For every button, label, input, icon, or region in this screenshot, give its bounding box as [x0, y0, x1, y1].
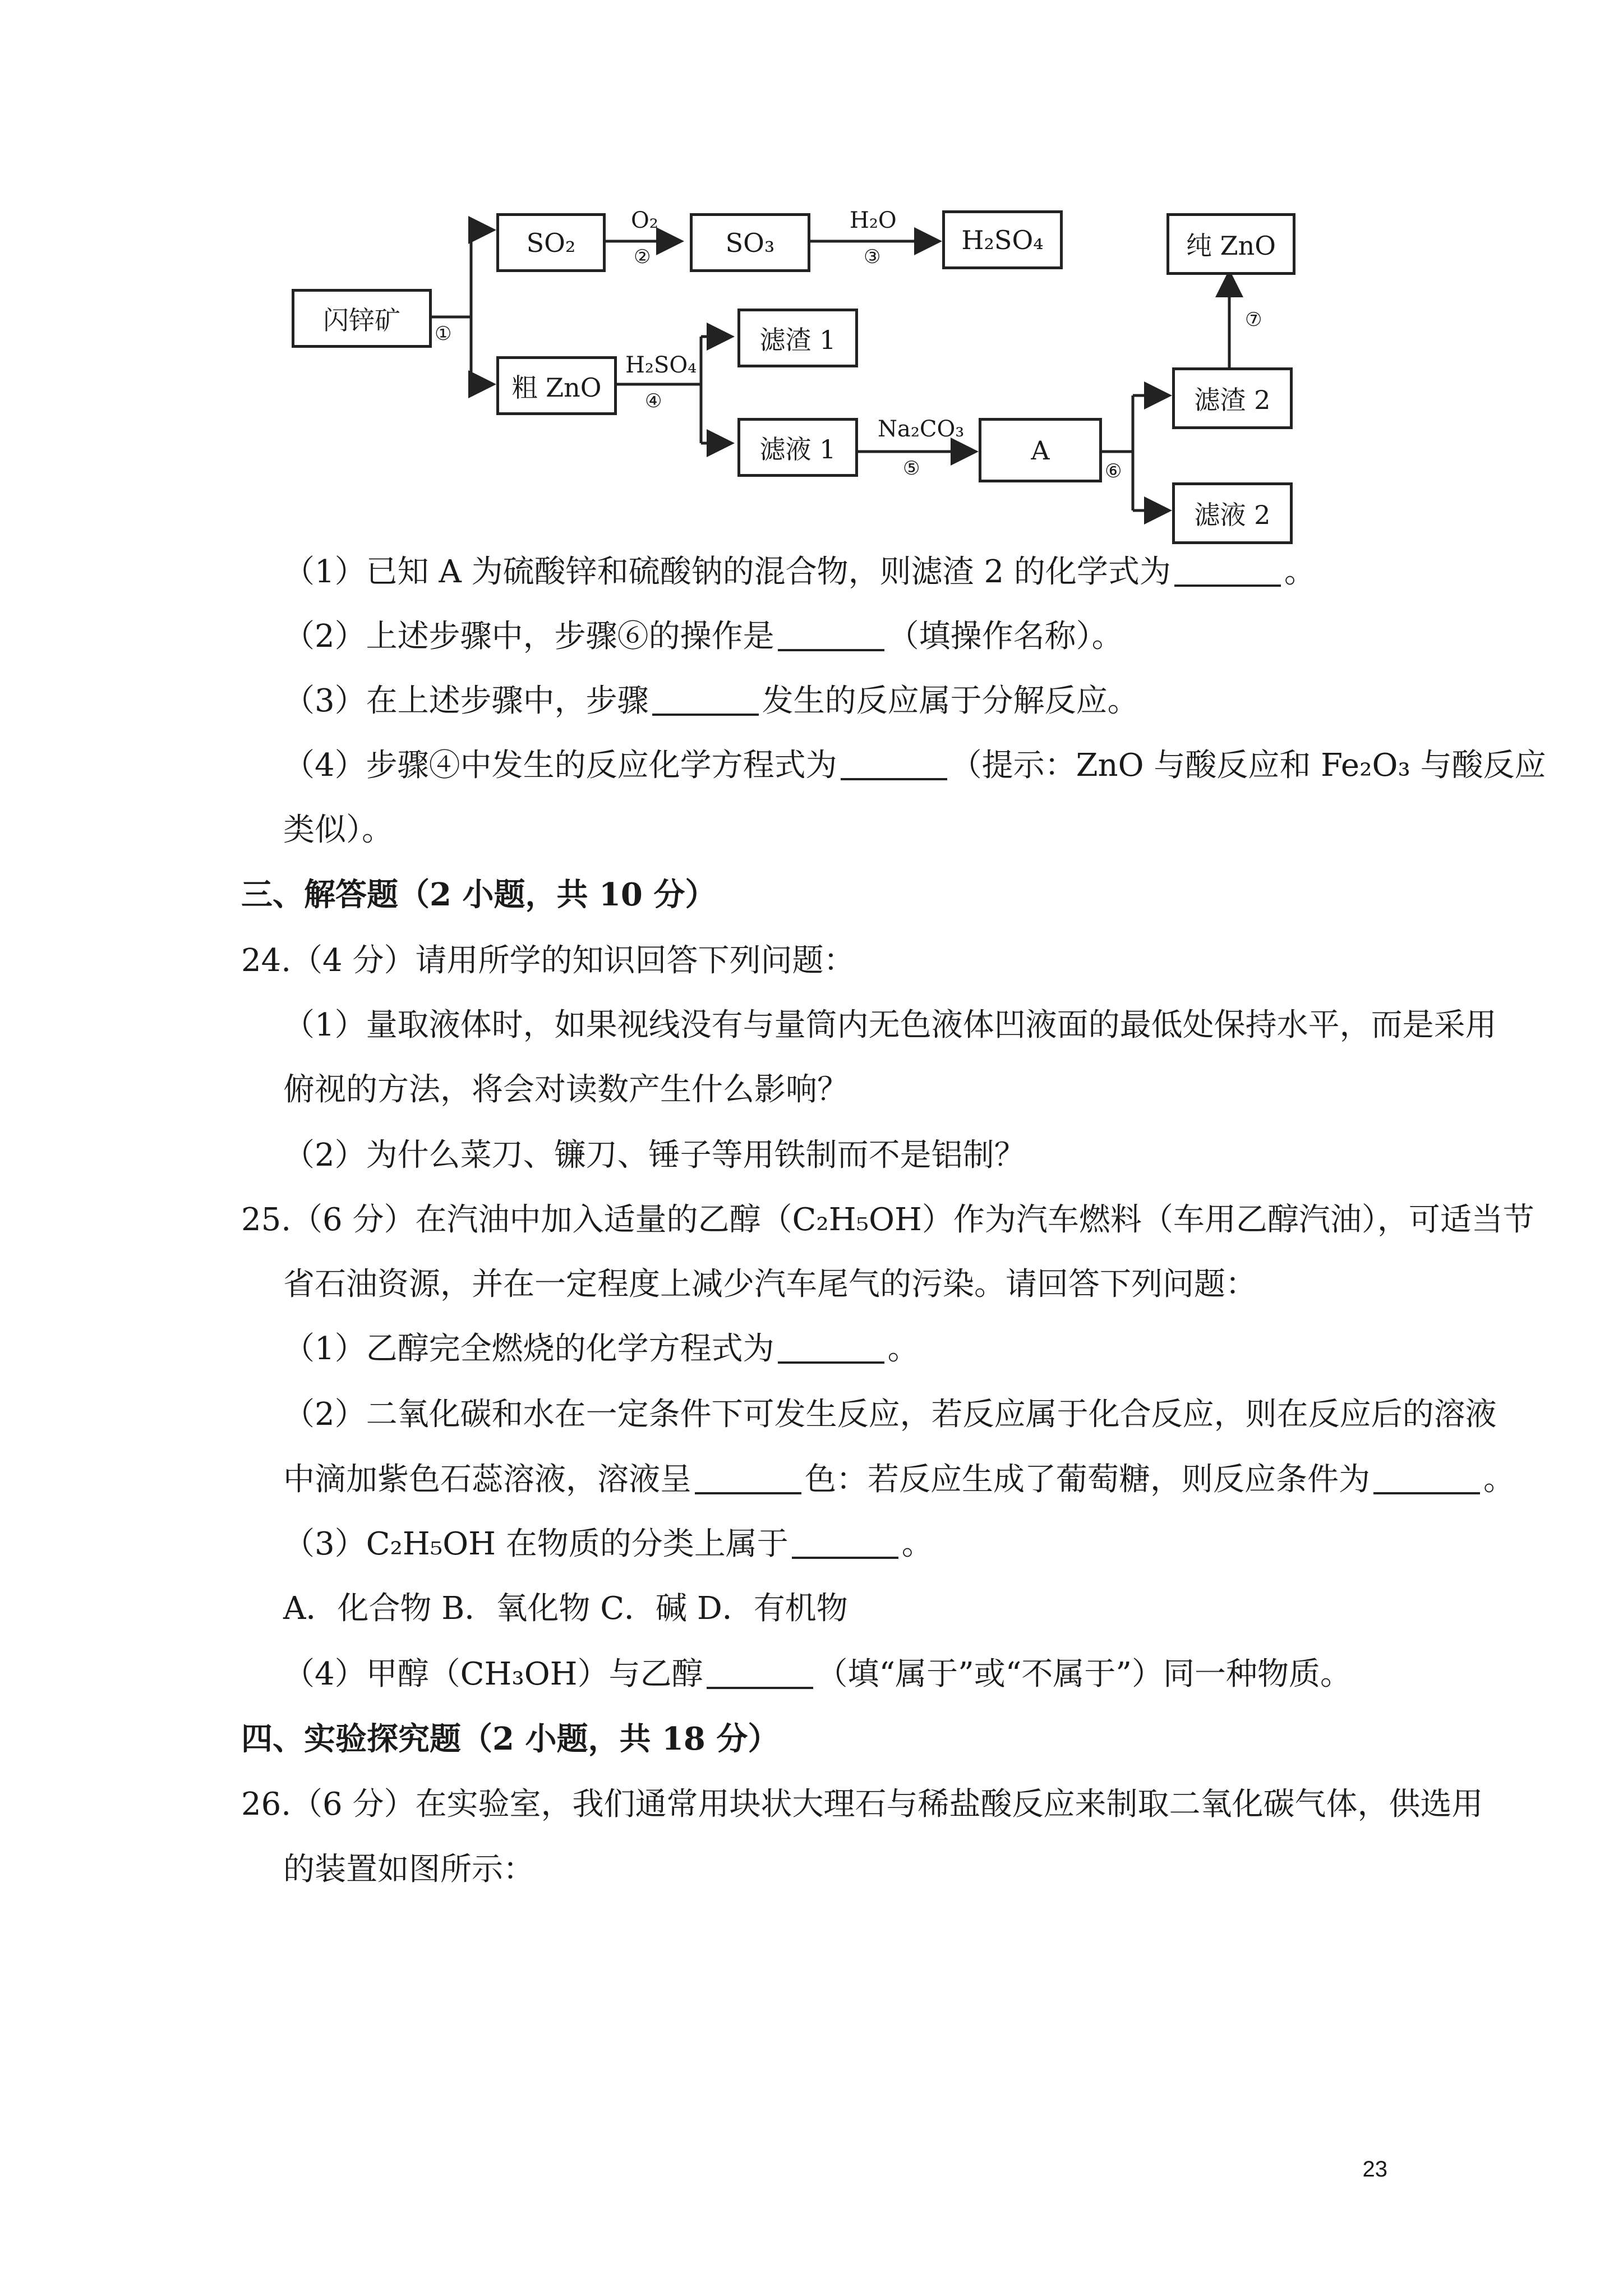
reagent-o2: O₂ — [631, 208, 658, 233]
step-3: ③ — [864, 246, 881, 268]
box-pure-zno: 纯 ZnO — [1166, 213, 1295, 275]
box-filtrate-1: 滤液 1 — [737, 418, 858, 477]
q4-end: （提示：ZnO 与酸反应和 Fe₂O₃ 与酸反应 — [950, 747, 1546, 784]
box-so2: SO₂ — [496, 213, 606, 272]
p24-sub1-line1: （1）量取液体时，如果视线没有与量筒内无色液体凹液面的最低处保持水平，而是采用 — [283, 1007, 1497, 1043]
p25-sub3-line — [283, 1525, 933, 1564]
p25-stem-line2: 省石油资源，并在一定程度上减少汽车尾气的污染。请回答下列问题： — [283, 1266, 1257, 1303]
p26-stem-line2: 的装置如图所示： — [283, 1851, 534, 1888]
p24-sub2: （2）为什么菜刀、镰刀、锤子等用铁制而不是铝制？ — [283, 1137, 1026, 1174]
step-4: ④ — [645, 390, 662, 412]
section-3-heading: 三、解答题（2 小题，共 10 分） — [241, 876, 717, 913]
p26-stem-line1: 26.（6 分）在实验室，我们通常用块状大理石与稀盐酸反应来制取二氧化碳气体，供选用 — [241, 1786, 1483, 1823]
box-crude-zno: 粗 ZnO — [496, 356, 617, 415]
box-residue-1: 滤渣 1 — [737, 309, 858, 367]
section-4-heading: 四、实验探究题（2 小题，共 18 分） — [241, 1720, 780, 1757]
p24-stem: 24.（4 分）请用所学的知识回答下列问题： — [241, 942, 855, 979]
step-5: ⑤ — [903, 457, 920, 480]
p25-sub4-end: （填“属于”或“不属于”）同一种物质。 — [816, 1656, 1352, 1692]
step-2: ② — [634, 246, 651, 268]
step-6: ⑥ — [1105, 460, 1122, 482]
p25-sub4-text: （4）甲醇（CH₃OH）与乙醇 — [283, 1656, 703, 1692]
p25-sub2-condition-blank[interactable] — [1373, 1465, 1480, 1494]
q2-line — [283, 617, 1123, 656]
p25-options: A．化合物 B．氧化物 C．碱 D．有机物 — [283, 1590, 848, 1627]
p25-sub2-end: 。 — [1483, 1461, 1515, 1498]
p25-sub2-color-blank[interactable] — [695, 1465, 801, 1494]
q3-line — [283, 682, 1139, 721]
box-residue-2: 滤渣 2 — [1172, 367, 1293, 429]
q4-continuation: 类似）。 — [283, 812, 393, 848]
reagent-na2co3: Na₂CO₃ — [878, 416, 965, 442]
box-zinc-blende: 闪锌矿 — [292, 289, 432, 348]
p25-stem-line1: 25.（6 分）在汽油中加入适量的乙醇（C₂H₅OH）作为汽车燃料（车用乙醇汽油），可适当节 — [241, 1202, 1534, 1238]
box-filtrate-2: 滤液 2 — [1172, 482, 1293, 544]
q1-end: 。 — [1284, 554, 1316, 590]
p25-sub4-line — [283, 1655, 1352, 1694]
q1-text: （1）已知 A 为硫酸锌和硫酸钠的混合物，则滤渣 2 的化学式为 — [283, 554, 1171, 590]
box-so3: SO₃ — [690, 213, 810, 272]
reagent-h2o: H₂O — [850, 208, 897, 233]
p25-sub1-text: （1）乙醇完全燃烧的化学方程式为 — [283, 1331, 774, 1367]
box-h2so4: H₂SO₄ — [942, 210, 1063, 269]
process-flow-diagram — [292, 196, 1335, 533]
p25-sub2-line1: （2）二氧化碳和水在一定条件下可发生反应，若反应属于化合反应，则在反应后的溶液 — [283, 1396, 1497, 1433]
step-7: ⑦ — [1245, 309, 1262, 331]
q4-answer-blank[interactable] — [841, 751, 947, 780]
q2-answer-blank[interactable] — [778, 622, 884, 651]
step-1: ① — [435, 323, 452, 345]
q3-text: （3）在上述步骤中，步骤 — [283, 683, 649, 719]
p25-sub2-mid: 色：若反应生成了葡萄糖，则反应条件为 — [805, 1461, 1370, 1498]
p25-sub4-blank[interactable] — [707, 1660, 813, 1689]
page-number: 23 — [1362, 2157, 1387, 2182]
q1-answer-blank[interactable] — [1174, 558, 1281, 587]
box-a: A — [979, 418, 1102, 482]
q4-text: （4）步骤④中发生的反应化学方程式为 — [283, 747, 837, 784]
q1-line — [283, 553, 1316, 592]
q3-end: 发生的反应属于分解反应。 — [762, 683, 1139, 719]
q2-text: （2）上述步骤中，步骤⑥的操作是 — [283, 618, 774, 655]
p25-sub1-end: 。 — [887, 1331, 919, 1367]
p25-sub3-end: 。 — [901, 1526, 933, 1562]
p25-sub1-line — [283, 1329, 919, 1369]
reagent-h2so4: H₂SO₄ — [625, 352, 697, 378]
q2-end: （填操作名称）。 — [887, 618, 1123, 655]
p24-sub1-line2: 俯视的方法，将会对读数产生什么影响？ — [283, 1071, 849, 1108]
p25-sub1-blank[interactable] — [778, 1335, 884, 1364]
p25-sub3-text: （3）C₂H₅OH 在物质的分类上属于 — [283, 1526, 789, 1562]
p25-sub2-line2 — [283, 1460, 1515, 1499]
q3-answer-blank[interactable] — [652, 687, 759, 716]
p25-sub3-blank[interactable] — [792, 1530, 898, 1559]
q4-line — [283, 746, 1546, 785]
p25-sub2-text: 中滴加紫色石蕊溶液，溶液呈 — [283, 1461, 691, 1498]
